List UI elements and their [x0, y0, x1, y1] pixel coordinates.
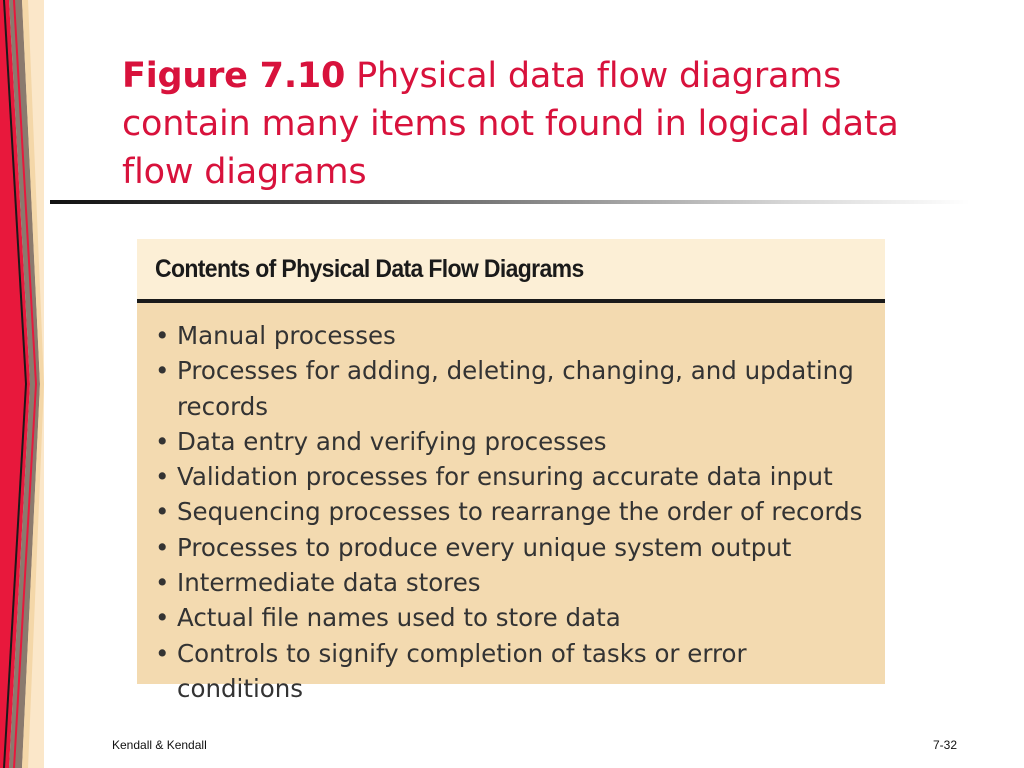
bullet-item: • Controls to signify completion of tasks or error conditions: [155, 636, 867, 707]
title-divider: [50, 200, 970, 204]
bullet-list: [137, 303, 885, 706]
left-decorative-border: [0, 0, 44, 768]
bullet-item: • Sequencing processes to rearrange the order of records: [155, 494, 867, 529]
figure-heading: Contents of Physical Data Flow Diagrams: [155, 255, 584, 283]
bullet-item: • Validation processes for ensuring accurate data input: [155, 459, 867, 494]
footer-author: Kendall & Kendall: [112, 738, 207, 752]
slide-title: [122, 52, 962, 196]
figure-caption: Physical data flow diagrams contain many items not found in logical data flow diagrams: [122, 56, 899, 192]
bullet-item: • Data entry and verifying processes: [155, 424, 867, 459]
figure-box: [137, 239, 885, 703]
bullet-item: • Processes to produce every unique system output: [155, 530, 867, 565]
figure-header: [137, 239, 885, 303]
bullet-item: • Processes for adding, deleting, changing, and updating records: [155, 353, 867, 424]
slide-number: 7-32: [933, 738, 958, 752]
bullet-item: • Manual processes: [155, 318, 867, 353]
figure-label: Figure 7.10: [122, 56, 346, 96]
decorative-stripes: [0, 0, 44, 768]
bullet-item: • Actual file names used to store data: [155, 600, 867, 635]
bullet-item: • Intermediate data stores: [155, 565, 867, 600]
